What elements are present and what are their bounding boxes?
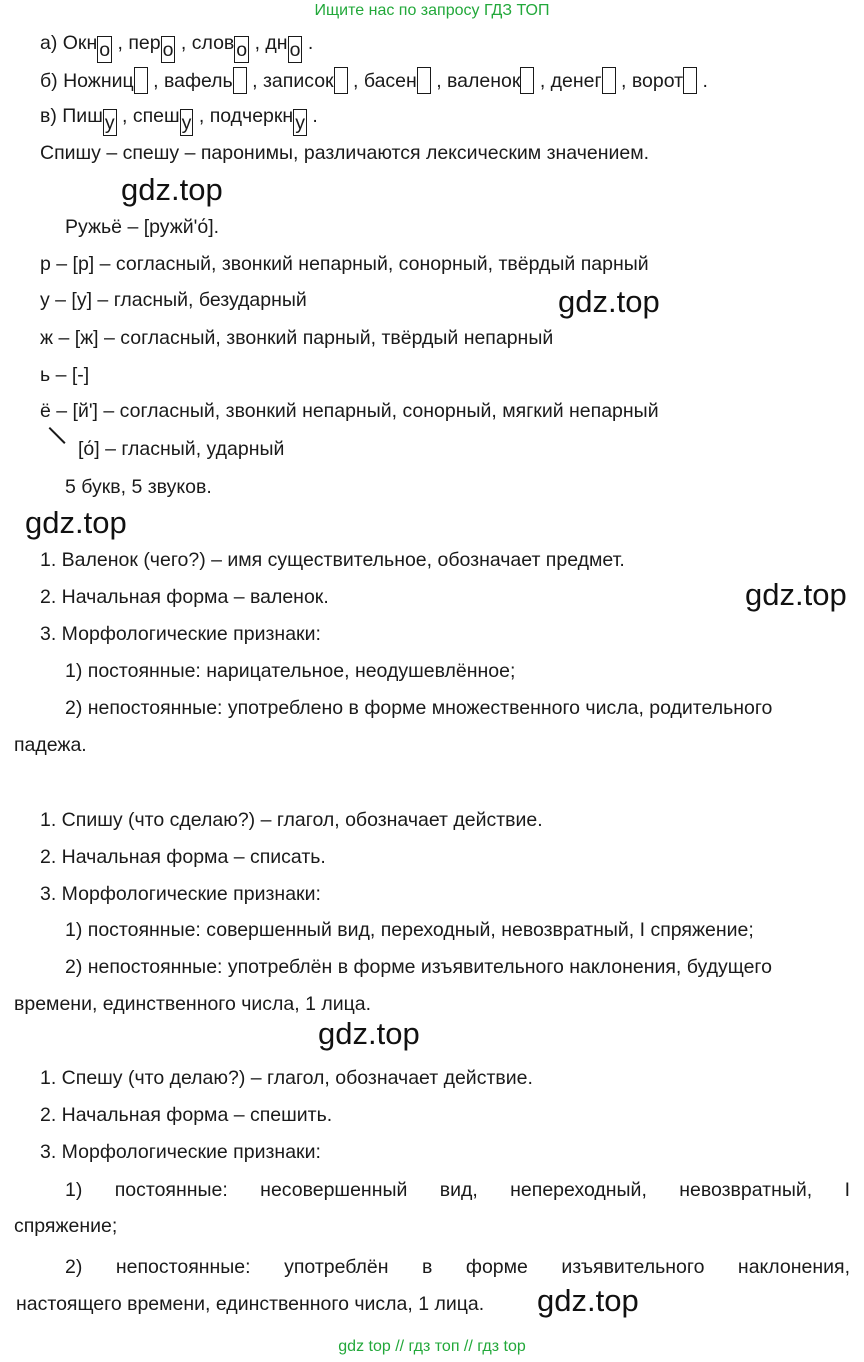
morph1-line: падежа. [14, 734, 87, 756]
exercise-c-line: в) Пиш у , спеш у , подчеркн у . [40, 105, 318, 134]
zero-ending-box [134, 67, 148, 94]
word-stem: вафель [163, 70, 233, 92]
morph3-line: настоящего времени, единственного числа, 1 лица. [16, 1293, 485, 1315]
phonetic-line: у – [у] – гласный, безударный [40, 289, 307, 311]
ending-box: у [293, 109, 307, 136]
phonetic-line: ж – [ж] – согласный, звонкий парный, твёрдый непарный [40, 327, 554, 349]
watermark: gdz.top [121, 172, 223, 207]
word-stem: дн [265, 32, 288, 54]
zero-ending-box [602, 67, 616, 94]
morph2-line: 3. Морфологические признаки: [40, 883, 321, 905]
exercise-a-line: а) Окн о , пер о , слов о , дн о . [40, 32, 314, 61]
phonetic-line: ь – [-] [40, 364, 90, 386]
morph1-line: 1) постоянные: нарицательное, неодушевлённое; [65, 660, 516, 682]
word-stem: Пиш [62, 105, 103, 127]
exercise-a-label: а) [40, 32, 63, 54]
morph1-line: 1. Валенок (чего?) – имя существительное, обозначает предмет. [40, 549, 625, 571]
watermark: gdz.top [745, 577, 847, 612]
zero-ending-box [233, 67, 247, 94]
exercise-c-label: в) [40, 105, 63, 127]
watermark: gdz.top [558, 284, 660, 319]
footer-links[interactable]: gdz top // гдз топ // гдз top [338, 1338, 526, 1355]
morph2-line: 2) непостоянные: употреблён в форме изъявительного наклонения, будущего [65, 956, 772, 978]
phonetic-word: Ружьё – [ружй'о́]. [65, 216, 220, 238]
morph1-line: 2. Начальная форма – валенок. [40, 586, 329, 608]
word-stem: ворот [631, 70, 684, 92]
word-stem: подчеркн [209, 105, 294, 127]
morph2-line: 1) постоянные: совершенный вид, переходный, невозвратный, I спряжение; [65, 919, 754, 941]
ending-box: о [234, 36, 249, 63]
phonetic-line: [о́] – гласный, ударный [78, 438, 285, 460]
ending-box: о [161, 36, 176, 63]
ending-box: у [180, 109, 194, 136]
word-stem: валенок [447, 70, 521, 92]
word-stem: спеш [132, 105, 180, 127]
morph3-line: 3. Морфологические признаки: [40, 1141, 321, 1163]
word-stem: Окн [62, 32, 98, 54]
morph3-line: 2) непостоянные: употреблён в форме изъявительного наклонения, [65, 1256, 850, 1278]
morph1-line: 3. Морфологические признаки: [40, 623, 321, 645]
ending-box: о [288, 36, 303, 63]
ending-box: у [103, 109, 117, 136]
zero-ending-box [417, 67, 431, 94]
morph2-line: 1. Спишу (что сделаю?) – глагол, обозначает действие. [40, 809, 543, 831]
word-stem: пер [128, 32, 161, 54]
word-stem: слов [191, 32, 235, 54]
phonetic-line: р – [р] – согласный, звонкий непарный, сонорный, твёрдый парный [40, 253, 649, 275]
paronyms-note: Спишу – спешу – паронимы, различаются лексическим значением. [40, 142, 650, 164]
watermark: gdz.top [318, 1016, 420, 1051]
watermark: gdz.top [25, 505, 127, 540]
morph2-line: времени, единственного числа, 1 лица. [14, 993, 372, 1015]
morph3-line: 1. Спешу (что делаю?) – глагол, обозначает действие. [40, 1067, 533, 1089]
site-banner[interactable]: Ищите нас по запросу ГДЗ ТОП [314, 2, 550, 19]
phonetic-summary: 5 букв, 5 звуков. [65, 476, 212, 498]
word-stem: денег [550, 70, 602, 92]
zero-ending-box [334, 67, 348, 94]
morph3-line: 2. Начальная форма – спешить. [40, 1104, 333, 1126]
morph1-line: 2) непостоянные: употреблено в форме множественного числа, родительного [65, 697, 773, 719]
watermark: gdz.top [537, 1283, 639, 1318]
connector-line [49, 427, 66, 444]
morph2-line: 2. Начальная форма – списать. [40, 846, 326, 868]
word-stem: Ножниц [63, 70, 134, 92]
morph3-line: спряжение; [14, 1215, 118, 1237]
zero-ending-box [520, 67, 534, 94]
exercise-b-line: б) Ножниц , вафель , записок , басен , валенок , денег , ворот . [40, 67, 708, 94]
ending-box: о [97, 36, 112, 63]
zero-ending-box [683, 67, 697, 94]
morph3-line: 1) постоянные: несовершенный вид, непереходный, невозвратный, I [65, 1179, 850, 1201]
word-stem: басен [363, 70, 417, 92]
phonetic-line: ё – [й'] – согласный, звонкий непарный, сонорный, мягкий непарный [40, 400, 659, 422]
exercise-b-label: б) [40, 70, 64, 92]
word-stem: записок [262, 70, 334, 92]
